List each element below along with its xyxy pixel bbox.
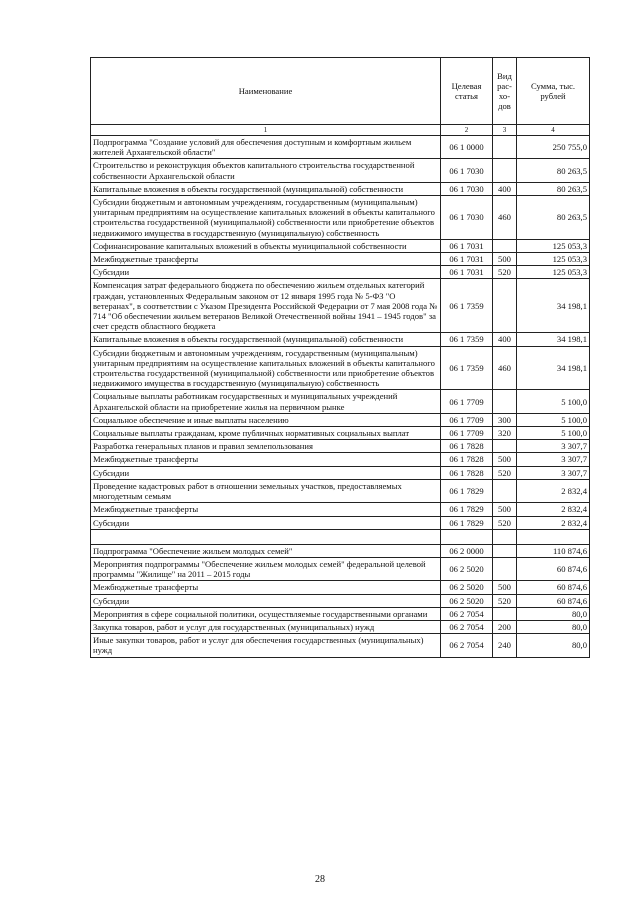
row-code: 06 1 7828 [441, 466, 493, 479]
row-sum: 34 198,1 [517, 333, 590, 346]
table-row [91, 607, 590, 620]
row-name: Закупка товаров, работ и услуг для государственных (муниципальных) нужд [91, 620, 441, 633]
table-row [91, 413, 590, 426]
row-code: 06 1 7359 [441, 279, 493, 333]
row-code: 06 1 7030 [441, 159, 493, 182]
row-sum: 125 053,3 [517, 266, 590, 279]
row-sum: 34 198,1 [517, 346, 590, 390]
row-sum: 110 874,6 [517, 544, 590, 557]
row-name: Социальные выплаты гражданам, кроме публичных нормативных социальных выплат [91, 427, 441, 440]
row-kind: 500 [493, 253, 517, 266]
table-row [91, 503, 590, 516]
row-code: 06 1 7829 [441, 479, 493, 502]
row-code: 06 1 7829 [441, 503, 493, 516]
row-name: Проведение кадастровых работ в отношении земельных участков, предоставляемых многодетным семьям [91, 479, 441, 502]
row-sum: 80 263,5 [517, 196, 590, 240]
table-row [91, 196, 590, 240]
table-row [91, 581, 590, 594]
row-sum: 80,0 [517, 620, 590, 633]
row-kind: 200 [493, 620, 517, 633]
row-name: Строительство и реконструкция объектов капитального строительства государственной собственности Архангельской области [91, 159, 441, 182]
row-kind [493, 239, 517, 252]
row-sum: 60 874,6 [517, 557, 590, 580]
row-name: Софинансирование капитальных вложений в объекты муниципальной собственности [91, 239, 441, 252]
row-code: 06 2 5020 [441, 581, 493, 594]
row-sum: 60 874,6 [517, 594, 590, 607]
row-name: Капитальные вложения в объекты государственной (муниципальной) собственности [91, 333, 441, 346]
row-sum: 5 100,0 [517, 427, 590, 440]
row-sum: 34 198,1 [517, 279, 590, 333]
row-code: 06 1 7709 [441, 427, 493, 440]
table-row [91, 516, 590, 529]
row-name [91, 529, 441, 544]
row-code: 06 2 5020 [441, 594, 493, 607]
row-code: 06 2 7054 [441, 620, 493, 633]
row-name: Субсидии [91, 516, 441, 529]
row-sum: 60 874,6 [517, 581, 590, 594]
row-name: Мероприятия в сфере социальной политики, осуществляемые государственными органами [91, 607, 441, 620]
header-code: Целевая статья [441, 58, 493, 125]
column-number: 2 [441, 125, 493, 136]
row-code: 06 1 7030 [441, 182, 493, 195]
row-sum: 5 100,0 [517, 413, 590, 426]
row-code [441, 529, 493, 544]
row-code: 06 1 7031 [441, 253, 493, 266]
table-row [91, 390, 590, 413]
row-kind: 300 [493, 413, 517, 426]
row-kind: 400 [493, 333, 517, 346]
table-row [91, 466, 590, 479]
row-code: 06 2 5020 [441, 557, 493, 580]
table-row [91, 557, 590, 580]
table-row [91, 529, 590, 544]
table-row [91, 479, 590, 502]
table-row [91, 634, 590, 657]
row-kind: 500 [493, 503, 517, 516]
row-sum: 125 053,3 [517, 239, 590, 252]
row-kind: 500 [493, 581, 517, 594]
row-sum: 2 832,4 [517, 516, 590, 529]
row-code: 06 1 0000 [441, 136, 493, 159]
row-code: 06 2 7054 [441, 607, 493, 620]
table-body [91, 136, 590, 658]
row-kind: 320 [493, 427, 517, 440]
row-kind [493, 279, 517, 333]
header-kind: Вид рас-хо-дов [493, 58, 517, 125]
page-number: 28 [315, 874, 325, 885]
header-row [91, 58, 590, 125]
table-row [91, 239, 590, 252]
table-row [91, 136, 590, 159]
row-kind [493, 159, 517, 182]
column-number-row [91, 125, 590, 136]
row-code: 06 2 7054 [441, 634, 493, 657]
row-kind: 520 [493, 466, 517, 479]
row-name: Компенсация затрат федерального бюджета по обеспечению жильем отдельных категорий граждан, установленных Федеральным законом от 12 января 1995 года № 5-ФЗ "О ветеранах", в соответствии с Указом Президента Российской Федерации от 7 мая 2008 года № 714 "Об обеспечении жильем ветеранов Великой Отечественной войны 1941 – 1945 годов" за счет средств областного бюджета [91, 279, 441, 333]
row-name: Капитальные вложения в объекты государственной (муниципальной) собственности [91, 182, 441, 195]
budget-table [90, 57, 590, 658]
row-name: Разработка генеральных планов и правил землепользования [91, 440, 441, 453]
row-kind [493, 607, 517, 620]
table-row [91, 266, 590, 279]
row-name: Межбюджетные трансферты [91, 453, 441, 466]
row-kind: 240 [493, 634, 517, 657]
row-sum: 2 832,4 [517, 503, 590, 516]
column-number: 4 [517, 125, 590, 136]
header-name: Наименование [91, 58, 441, 125]
row-name: Подпрограмма "Создание условий для обеспечения доступным и комфортным жильем жителей Архангельской области" [91, 136, 441, 159]
table-row [91, 594, 590, 607]
row-kind: 520 [493, 266, 517, 279]
row-kind [493, 557, 517, 580]
row-sum: 250 755,0 [517, 136, 590, 159]
row-sum [517, 529, 590, 544]
row-sum: 3 307,7 [517, 466, 590, 479]
row-name: Мероприятия подпрограммы "Обеспечение жильем молодых семей" федеральной целевой программы "Жилище" на 2011 – 2015 годы [91, 557, 441, 580]
row-name: Субсидии [91, 266, 441, 279]
row-code: 06 1 7031 [441, 239, 493, 252]
row-name: Подпрограмма "Обеспечение жильем молодых семей" [91, 544, 441, 557]
row-sum: 80,0 [517, 634, 590, 657]
column-number: 1 [91, 125, 441, 136]
row-kind: 500 [493, 453, 517, 466]
row-kind [493, 544, 517, 557]
row-name: Субсидии [91, 466, 441, 479]
row-sum: 3 307,7 [517, 440, 590, 453]
row-name: Иные закупки товаров, работ и услуг для обеспечения государственных (муниципальных) нужд [91, 634, 441, 657]
table-row [91, 346, 590, 390]
row-code: 06 1 7359 [441, 346, 493, 390]
row-sum: 80 263,5 [517, 159, 590, 182]
row-sum: 5 100,0 [517, 390, 590, 413]
row-code: 06 1 7359 [441, 333, 493, 346]
row-kind: 520 [493, 516, 517, 529]
row-sum: 125 053,3 [517, 253, 590, 266]
row-sum: 2 832,4 [517, 479, 590, 502]
row-name: Субсидии [91, 594, 441, 607]
table-row [91, 544, 590, 557]
row-kind [493, 440, 517, 453]
table-row [91, 427, 590, 440]
row-name: Субсидии бюджетным и автономным учреждениям, государственным (муниципальным) унитарным предприятиям на осуществление капитальных вложений в объекты капитального строительства государственной (муниципальной) собственности или приобретение объектов недвижимого имущества в государственную (муниципальную) собственность [91, 346, 441, 390]
row-kind: 460 [493, 196, 517, 240]
table-row [91, 279, 590, 333]
row-name: Межбюджетные трансферты [91, 253, 441, 266]
row-code: 06 1 7030 [441, 196, 493, 240]
row-kind [493, 479, 517, 502]
row-sum: 3 307,7 [517, 453, 590, 466]
column-number: 3 [493, 125, 517, 136]
row-code: 06 1 7828 [441, 453, 493, 466]
row-name: Межбюджетные трансферты [91, 503, 441, 516]
row-name: Социальное обеспечение и иные выплаты населению [91, 413, 441, 426]
table-row [91, 453, 590, 466]
row-kind: 520 [493, 594, 517, 607]
row-kind [493, 136, 517, 159]
row-name: Субсидии бюджетным и автономным учреждениям, государственным (муниципальным) унитарным предприятиям на осуществление капитальных вложений в объекты капитального строительства государственной (муниципальной) собственности или приобретение объектов недвижимого имущества в государственную (муниципальную) собственность [91, 196, 441, 240]
row-code: 06 1 7031 [441, 266, 493, 279]
row-kind [493, 390, 517, 413]
row-sum: 80,0 [517, 607, 590, 620]
table-row [91, 159, 590, 182]
row-code: 06 1 7709 [441, 413, 493, 426]
row-sum: 80 263,5 [517, 182, 590, 195]
header-sum: Сумма, тыс. рублей [517, 58, 590, 125]
table-row [91, 182, 590, 195]
row-code: 06 1 7709 [441, 390, 493, 413]
row-kind [493, 529, 517, 544]
row-code: 06 2 0000 [441, 544, 493, 557]
table-row [91, 440, 590, 453]
row-kind: 400 [493, 182, 517, 195]
row-name: Социальные выплаты работникам государственных и муниципальных учреждений Архангельской области на приобретение жилья на первичном рынке [91, 390, 441, 413]
row-code: 06 1 7828 [441, 440, 493, 453]
row-code: 06 1 7829 [441, 516, 493, 529]
row-kind: 460 [493, 346, 517, 390]
table-row [91, 253, 590, 266]
table-row [91, 620, 590, 633]
table-row [91, 333, 590, 346]
row-name: Межбюджетные трансферты [91, 581, 441, 594]
